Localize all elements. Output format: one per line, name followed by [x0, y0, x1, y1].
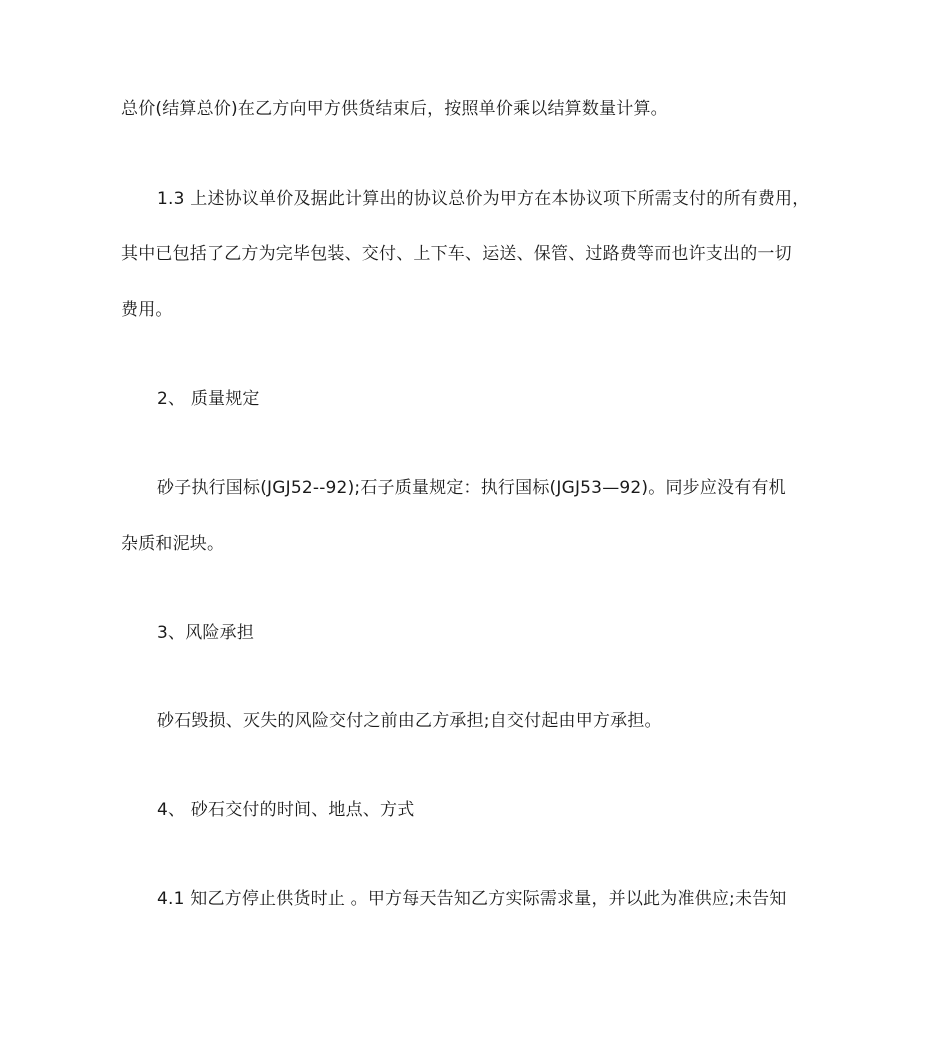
section-heading-delivery: 4、 砂石交付的时间、地点、方式	[157, 800, 415, 820]
quality-paragraph-line-2: 杂质和泥块。	[121, 534, 225, 554]
quality-paragraph-line-1: 砂子执行国标(JGJ52--92);石子质量规定：执行国标(JGJ53—92)。同步应没有有机	[157, 478, 786, 498]
section-heading-risk: 3、风险承担	[157, 623, 255, 643]
paragraph-line-settlement: 总价(结算总价)在乙方向甲方供货结束后，按照单价乘以结算数量计算。	[121, 99, 668, 119]
clause-1-3-line-3: 费用。	[121, 300, 173, 320]
clause-1-3-line-1: 1.3 上述协议单价及据此计算出的协议总价为甲方在本协议项下所需支付的所有费用，	[157, 189, 810, 209]
section-heading-quality: 2、 质量规定	[157, 389, 260, 409]
risk-paragraph: 砂石毁损、灭失的风险交付之前由乙方承担;自交付起由甲方承担。	[157, 711, 662, 731]
clause-4-1-line-1: 4.1 知乙方停止供货时止 。甲方每天告知乙方实际需求量，并以此为准供应;未告知	[157, 889, 787, 909]
clause-1-3-line-2: 其中已包括了乙方为完毕包装、交付、上下车、运送、保管、过路费等而也许支出的一切	[121, 244, 792, 264]
